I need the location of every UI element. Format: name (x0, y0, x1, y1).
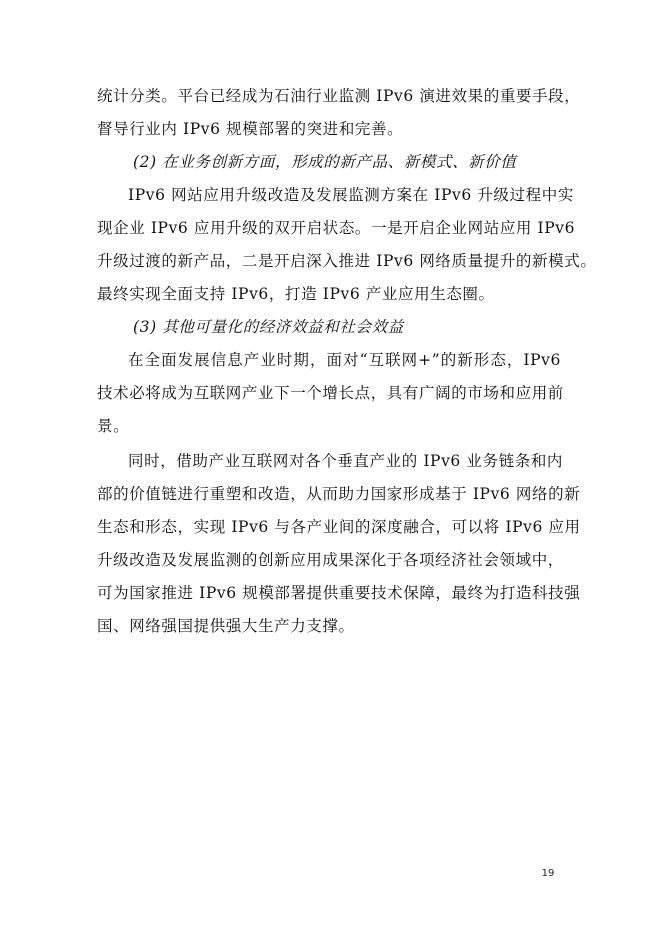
text-line: 现企业 IPv6 应用升级的双开启状态。一是开启企业网站应用 IPv6 (97, 219, 576, 237)
body-text (97, 80, 597, 643)
paragraph-upgrade-plan (97, 179, 597, 311)
text-line: 同时，借助产业互联网对各个垂直产业的 IPv6 业务链条和内 (128, 452, 564, 470)
heading-line: (2) 在业务创新方面，形成的新产品、新模式、新价值 (133, 153, 517, 171)
section-heading-business-innovation (97, 146, 561, 179)
paragraph-internet-plus (97, 344, 564, 443)
heading-line: (3) 其他可量化的经济效益和社会效益 (133, 318, 404, 336)
text-line: 督导行业内 IPv6 规模部署的突进和完善。 (97, 120, 404, 138)
section-heading-quantifiable-benefits (97, 311, 561, 344)
text-line: 生态和形态，实现 IPv6 与各产业间的深度融合，可以将 IPv6 应用 (97, 518, 581, 536)
text-line: 可为国家推进 IPv6 规模部署提供重要技术保障，最终为打造科技强 (97, 584, 581, 602)
text-line: 技术必将成为互联网产业下一个增长点，具有广阔的市场和应用前 (97, 384, 564, 402)
text-line: 国、网络强国提供强大生产力支撑。 (97, 617, 355, 635)
text-line: IPv6 网站应用升级改造及发展监测方案在 IPv6 升级过程中实 (128, 186, 574, 204)
text-line: 部的价值链进行重塑和改造，从而助力国家形成基于 IPv6 网络的新 (97, 485, 581, 503)
text-line: 统计分类。平台已经成为石油行业监测 IPv6 演进效果的重要手段， (97, 87, 581, 105)
page-number: 19 (541, 868, 555, 879)
paragraph-industrial-internet (97, 445, 581, 643)
text-line: 景。 (97, 417, 130, 435)
text-line: 升级改造及发展监测的创新应用成果深化于各项经济社会领域中， (97, 551, 564, 569)
text-line: 在全面发展信息产业时期，面对“互联网+”的新形态，IPv6 (128, 351, 561, 369)
text-line: 最终实现全面支持 IPv6，打造 IPv6 产业应用生态圈。 (97, 285, 495, 303)
paragraph-platform-summary (97, 80, 581, 146)
text-line: 升级过渡的新产品，二是开启深入推进 IPv6 网络质量提升的新模式。 (97, 252, 597, 270)
